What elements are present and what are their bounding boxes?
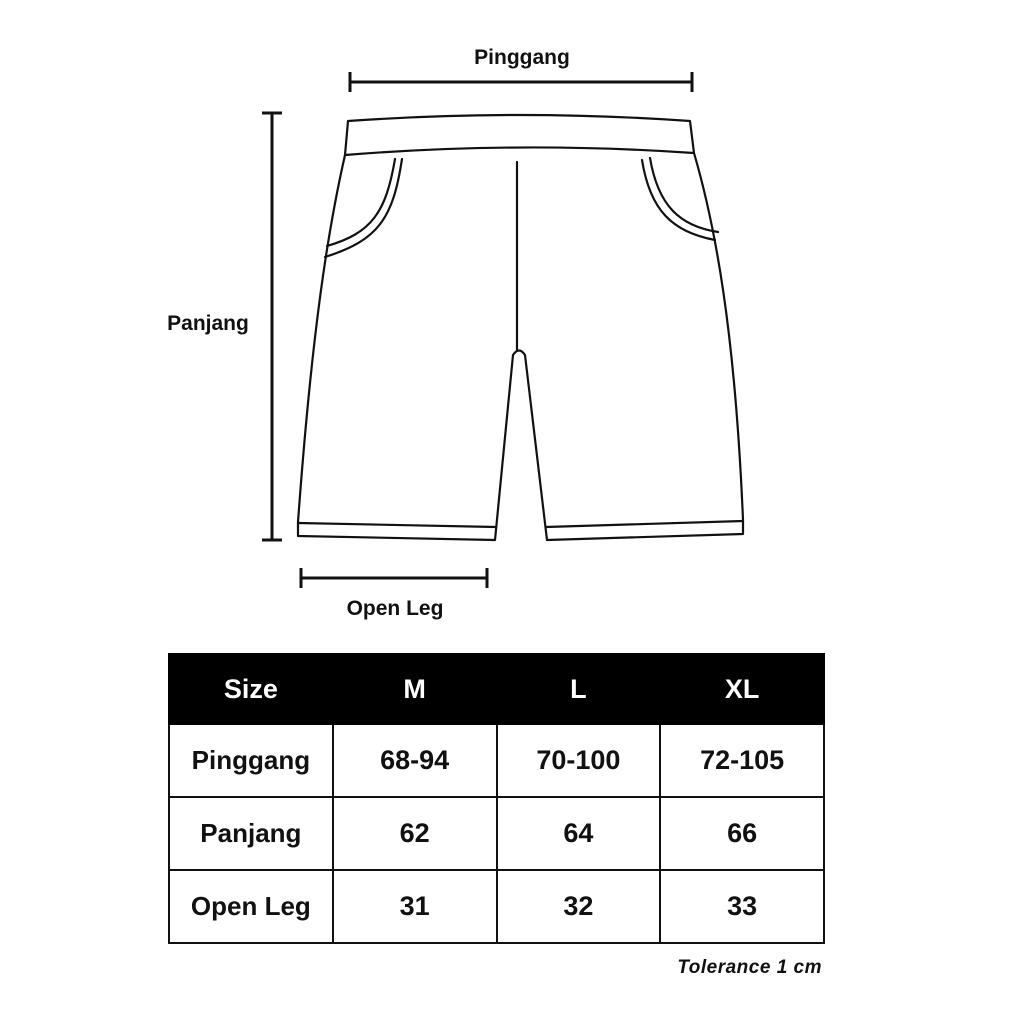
header-size-m: M xyxy=(333,654,497,724)
row-label-length: Panjang xyxy=(169,797,333,870)
header-size-l: L xyxy=(497,654,661,724)
open-leg-measure-line xyxy=(301,568,487,588)
waist-label: Pinggang xyxy=(474,46,570,69)
right-hem-line xyxy=(546,521,743,527)
waist-measure-line xyxy=(350,72,692,92)
length-label: Panjang xyxy=(167,312,249,335)
header-size-xl: XL xyxy=(660,654,824,724)
open-leg-label: Open Leg xyxy=(346,597,444,620)
table-cell: 31 xyxy=(333,870,497,943)
tolerance-note: Tolerance 1 cm xyxy=(677,957,822,978)
left-pocket xyxy=(327,159,395,246)
left-hem-line xyxy=(298,523,496,527)
table-cell: 70-100 xyxy=(497,724,661,797)
table-row xyxy=(169,870,824,943)
shorts-body xyxy=(298,153,743,540)
size-table-header-row xyxy=(169,654,824,724)
table-cell: 66 xyxy=(660,797,824,870)
table-cell: 72-105 xyxy=(660,724,824,797)
table-cell: 32 xyxy=(497,870,661,943)
table-cell: 68-94 xyxy=(333,724,497,797)
waistband xyxy=(345,115,694,155)
table-row xyxy=(169,797,824,870)
header-size: Size xyxy=(169,654,333,724)
table-row xyxy=(169,724,824,797)
row-label-open-leg: Open Leg xyxy=(169,870,333,943)
right-pocket-trim xyxy=(650,158,718,232)
size-table xyxy=(168,653,825,944)
row-label-waist: Pinggang xyxy=(169,724,333,797)
length-measure-line xyxy=(262,113,282,540)
table-cell: 62 xyxy=(333,797,497,870)
shorts-illustration xyxy=(298,115,743,540)
table-cell: 33 xyxy=(660,870,824,943)
table-cell: 64 xyxy=(497,797,661,870)
